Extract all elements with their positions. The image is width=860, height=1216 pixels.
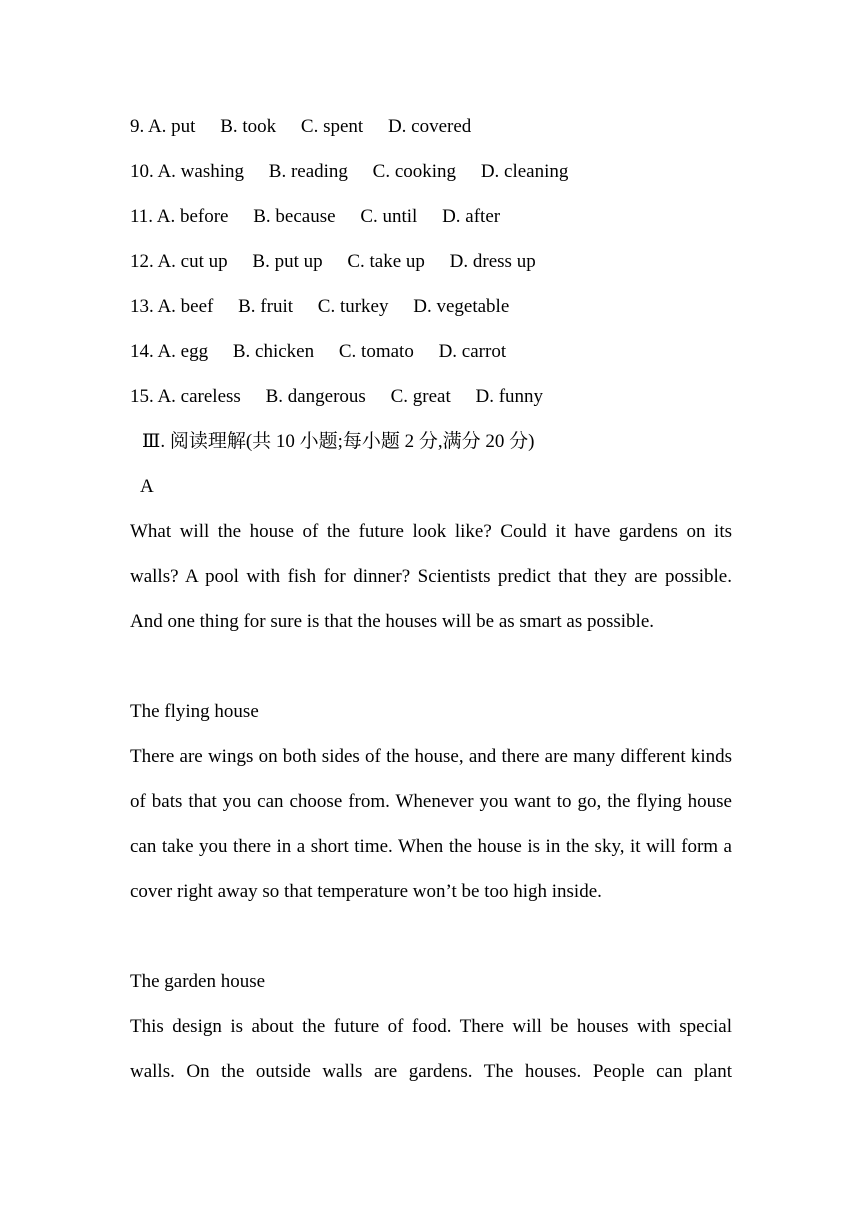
question-15	[130, 385, 732, 409]
option-d: D. cleaning	[480, 161, 569, 182]
garden-house-paragraph: This design is about the future of food. There will be houses with special walls. On the outside walls are gardens. The houses. People can plant	[130, 1016, 732, 1082]
question-number: 10.	[130, 161, 154, 182]
passage-label: A	[140, 476, 154, 497]
question-number: 15.	[130, 386, 154, 407]
question-number: 13.	[130, 296, 154, 317]
option-a: A. put	[147, 116, 196, 137]
option-d: D. after	[442, 206, 501, 227]
option-b: B. reading	[268, 161, 348, 182]
option-b: B. because	[253, 206, 336, 227]
question-number: 12.	[130, 251, 154, 272]
option-b: B. chicken	[232, 341, 315, 362]
passage-intro: What will the house of the future look like? Could it have gardens on its walls? A pool with fish for dinner? Scientists predict that they are possible. And one thing for sure is that the houses will be as smart as possible.	[130, 521, 732, 632]
question-12	[130, 250, 732, 274]
option-c: C. turkey	[317, 296, 389, 317]
option-c: C. take up	[347, 251, 425, 272]
option-d: D. carrot	[438, 341, 507, 362]
question-9	[130, 115, 732, 139]
subheading-flying-house: The flying house	[130, 701, 259, 722]
option-d: D. covered	[387, 116, 472, 137]
question-number: 11.	[130, 206, 154, 227]
option-a: A. cut up	[157, 251, 228, 272]
question-13	[130, 295, 732, 319]
question-11	[130, 205, 732, 229]
option-a: A. beef	[157, 296, 214, 317]
option-a: A. egg	[157, 341, 209, 362]
option-d: D. vegetable	[413, 296, 510, 317]
question-number: 14.	[130, 341, 154, 362]
option-d: D. dress up	[449, 251, 536, 272]
question-14	[130, 340, 732, 364]
option-a: A. before	[156, 206, 229, 227]
option-c: C. tomato	[338, 341, 414, 362]
option-b: B. took	[220, 116, 277, 137]
option-c: C. cooking	[372, 161, 457, 182]
option-b: B. put up	[252, 251, 323, 272]
subheading-garden-house: The garden house	[130, 971, 266, 992]
option-b: B. fruit	[238, 296, 294, 317]
flying-house-paragraph: There are wings on both sides of the house, and there are many different kinds of bats that you can choose from. Whenever you want to go, the flying house can take you there in a short time. When the house is in the sky, it will form a cover right away so that temperature won’t be too high inside.	[130, 746, 732, 902]
question-number: 9.	[130, 116, 145, 137]
option-c: C. until	[360, 206, 418, 227]
option-b: B. dangerous	[265, 386, 366, 407]
section-heading: Ⅲ. 阅读理解(共 10 小题;每小题 2 分,满分 20 分)	[142, 431, 535, 452]
question-10	[130, 160, 732, 184]
option-c: C. spent	[300, 116, 364, 137]
option-d: D. funny	[475, 386, 544, 407]
option-a: A. washing	[157, 161, 245, 182]
option-c: C. great	[390, 386, 451, 407]
option-a: A. careless	[157, 386, 241, 407]
